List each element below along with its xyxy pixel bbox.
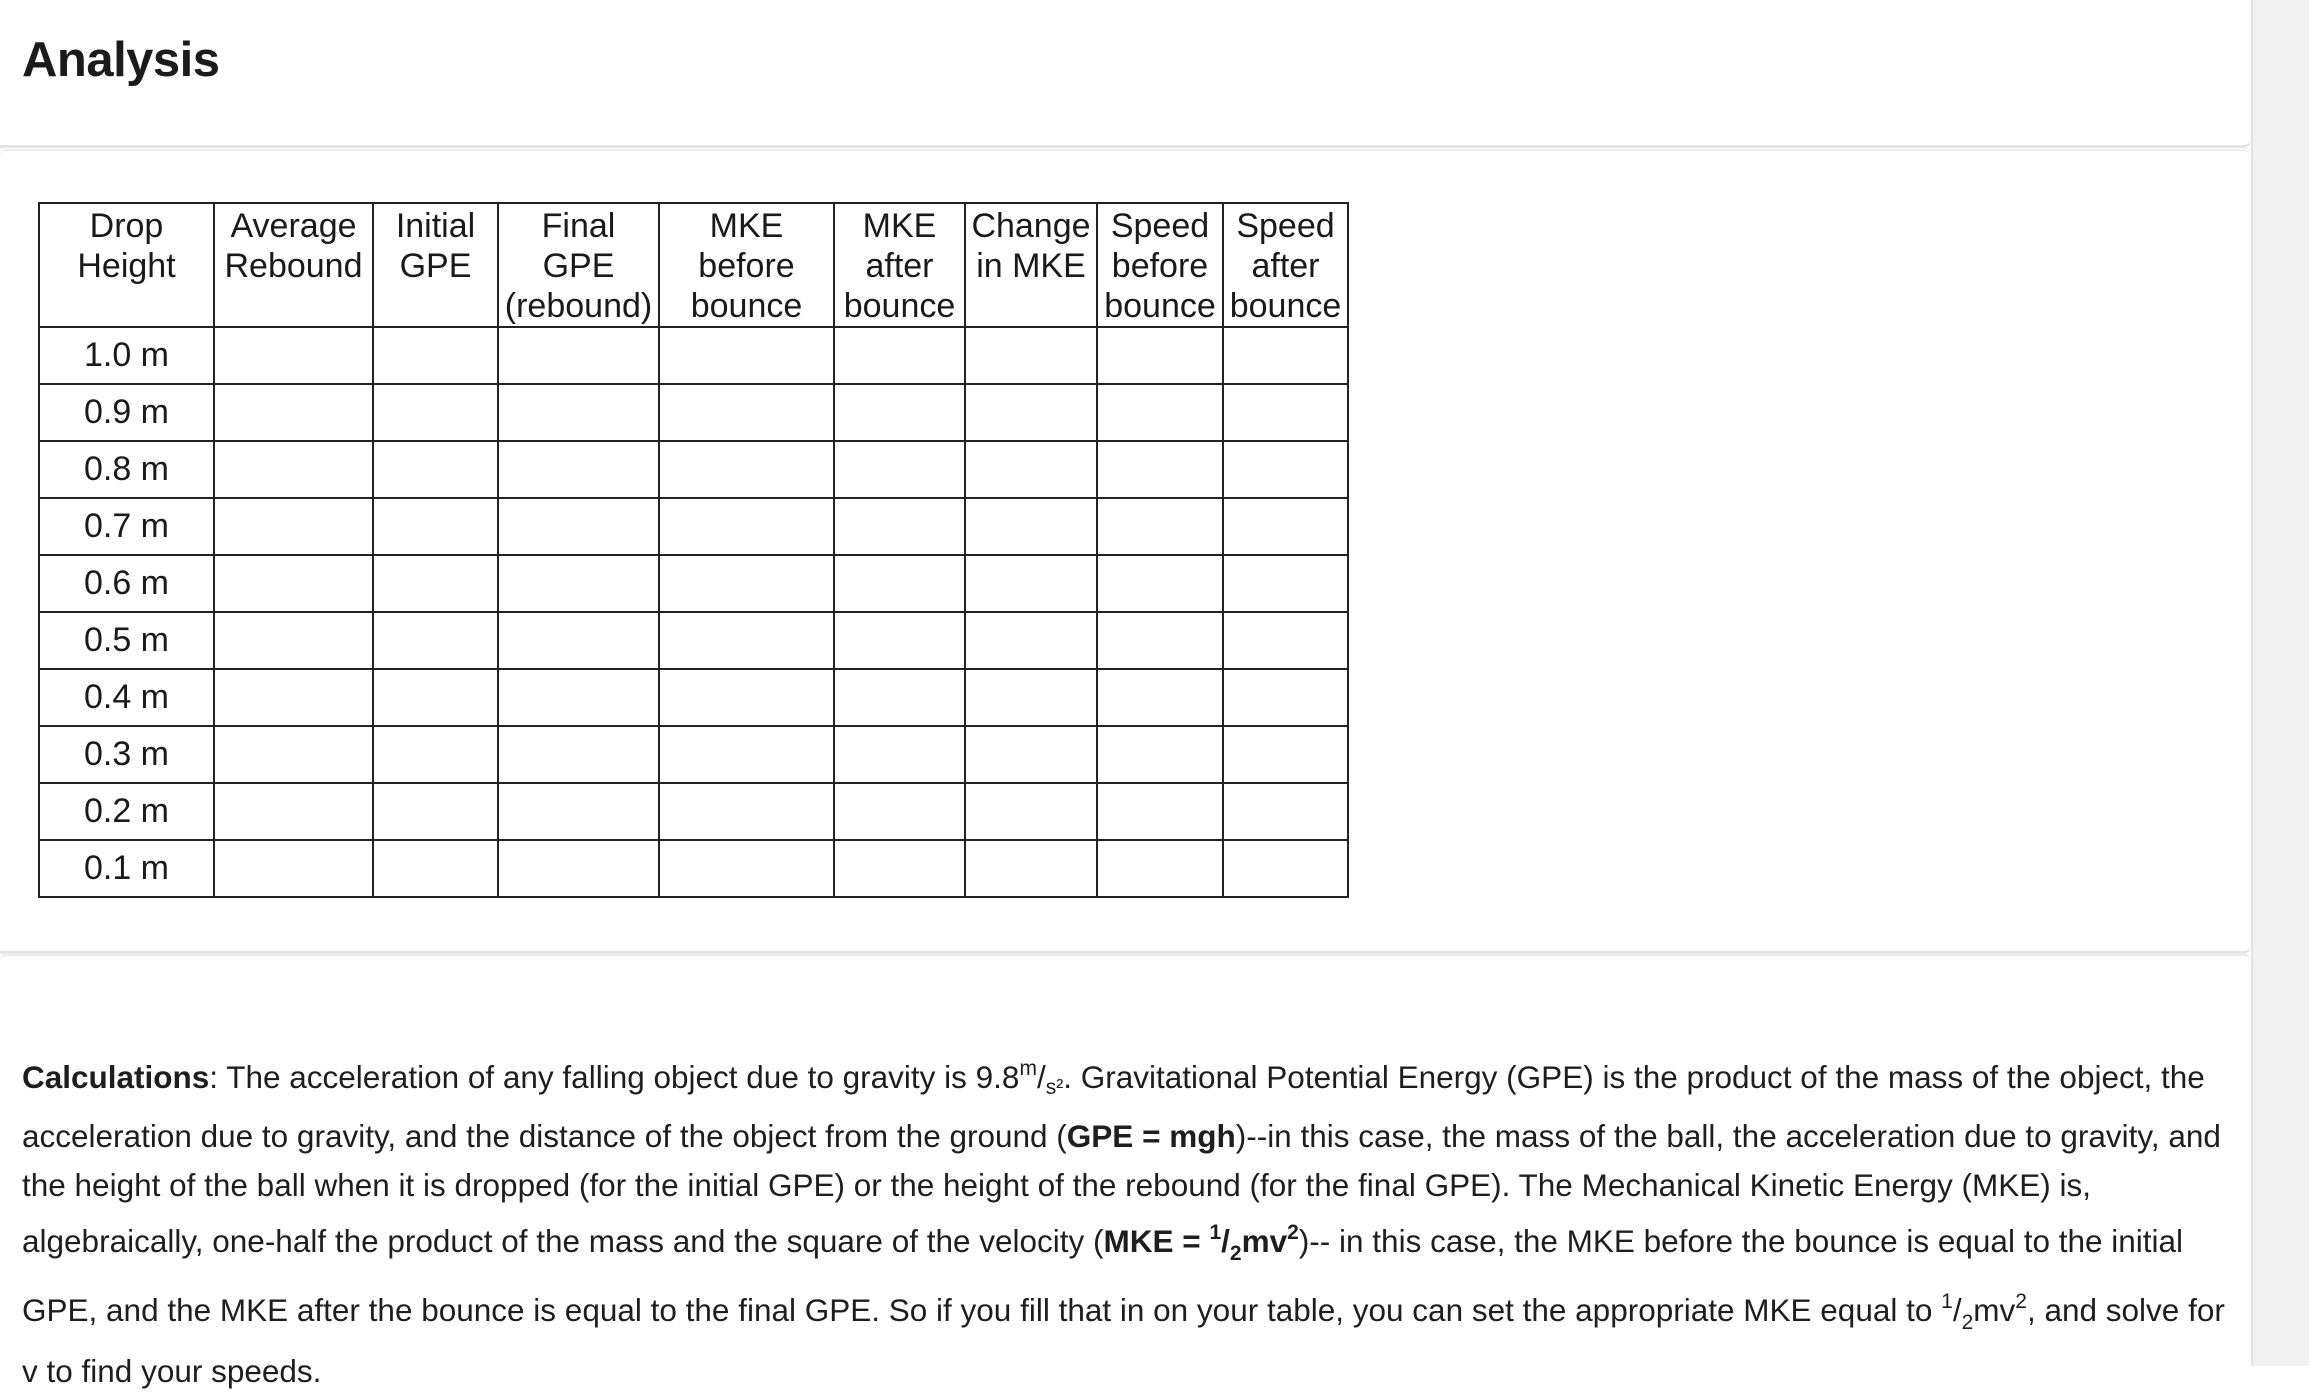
- empty-cell: [659, 669, 834, 726]
- empty-cell: [834, 441, 965, 498]
- text-segment: , and solve for v to find your speeds.: [22, 1292, 2225, 1390]
- empty-cell: [1223, 783, 1348, 840]
- empty-cell: [214, 441, 373, 498]
- text-segment: : The acceleration of any falling object due to gravity is 9.8: [209, 1059, 1020, 1095]
- empty-cell: [834, 612, 965, 669]
- mke-formula-rhs: mv: [1241, 1222, 1288, 1259]
- col-header-average-rebound: [214, 203, 373, 327]
- col-header-line: before: [1111, 247, 1209, 285]
- empty-cell: [659, 441, 834, 498]
- half-slash: /: [1952, 1292, 1962, 1329]
- col-header-line: before: [698, 247, 795, 285]
- col-header-change-mke: [965, 203, 1097, 327]
- drop-height-cell: 0.3 m: [39, 726, 214, 783]
- empty-cell: [965, 327, 1097, 384]
- empty-cell: [659, 726, 834, 783]
- empty-cell: [1097, 384, 1223, 441]
- col-header-line: Height: [77, 247, 176, 285]
- empty-cell: [659, 327, 834, 384]
- half-denominator: 2: [1961, 1311, 1974, 1335]
- empty-cell: [373, 384, 498, 441]
- col-header-line: Speed: [1236, 207, 1335, 245]
- empty-cell: [373, 612, 498, 669]
- drop-height-cell: 0.1 m: [39, 840, 214, 897]
- empty-cell: [834, 555, 965, 612]
- empty-cell: [1223, 498, 1348, 555]
- empty-cell: [834, 498, 965, 555]
- col-header-line: GPE: [542, 247, 615, 285]
- col-header-initial-gpe: [373, 203, 498, 327]
- col-header-line: GPE: [399, 247, 472, 285]
- drop-height-cell: 0.2 m: [39, 783, 214, 840]
- empty-cell: [1097, 726, 1223, 783]
- empty-cell: [498, 327, 659, 384]
- gpe-formula: GPE = mgh: [1066, 1118, 1236, 1155]
- empty-cell: [659, 783, 834, 840]
- empty-cell: [1097, 669, 1223, 726]
- empty-cell: [659, 555, 834, 612]
- drop-height-cell: 0.4 m: [39, 669, 214, 726]
- table-row: [39, 555, 1348, 612]
- calculations-label: Calculations: [22, 1059, 210, 1095]
- empty-cell: [498, 384, 659, 441]
- col-header-line: bounce: [1229, 287, 1342, 325]
- empty-cell: [373, 669, 498, 726]
- empty-cell: [373, 726, 498, 783]
- empty-cell: [214, 555, 373, 612]
- empty-cell: [498, 840, 659, 897]
- text-segment: )-- in this case, the MKE before the bounce is equal to the initial GPE, and the MKE after the bounce is equal to the final GPE. So if you fill that in on your table, you can set the appropriate MKE equal to: [22, 1222, 2184, 1329]
- col-header-speed-before: [1097, 203, 1223, 327]
- col-header-line: Drop: [89, 207, 164, 245]
- empty-cell: [1097, 441, 1223, 498]
- empty-cell: [214, 669, 373, 726]
- empty-cell: [965, 441, 1097, 498]
- empty-cell: [834, 384, 965, 441]
- empty-cell: [1223, 384, 1348, 441]
- table-row: [39, 498, 1348, 555]
- unit-numerator: m: [1019, 1057, 1037, 1080]
- drop-height-cell: 0.8 m: [39, 441, 214, 498]
- half-slash: /: [1221, 1222, 1230, 1259]
- empty-cell: [214, 783, 373, 840]
- empty-cell: [214, 612, 373, 669]
- table-row: [39, 840, 1348, 897]
- drop-height-cell: 0.7 m: [39, 498, 214, 555]
- col-header-line: Speed: [1110, 207, 1210, 245]
- empty-cell: [1223, 441, 1348, 498]
- empty-cell: [659, 384, 834, 441]
- drop-height-cell: 1.0 m: [39, 327, 214, 384]
- col-header-line: MKE: [862, 207, 937, 245]
- empty-cell: [834, 783, 965, 840]
- empty-cell: [373, 840, 498, 897]
- empty-cell: [965, 783, 1097, 840]
- empty-cell: [214, 327, 373, 384]
- empty-cell: [965, 726, 1097, 783]
- empty-cell: [214, 840, 373, 897]
- mke-formula-lhs: MKE =: [1103, 1222, 1210, 1259]
- col-header-drop-height: [39, 203, 214, 327]
- table-row: [39, 384, 1348, 441]
- empty-cell: [1097, 783, 1223, 840]
- empty-cell: [373, 327, 498, 384]
- empty-cell: [965, 555, 1097, 612]
- col-header-speed-after: [1223, 203, 1348, 327]
- mke-formula: [1103, 1220, 1299, 1265]
- empty-cell: [498, 555, 659, 612]
- page-title: Analysis: [22, 33, 220, 87]
- half-numerator: 1: [1941, 1290, 1953, 1314]
- col-header-line: after: [865, 247, 934, 285]
- col-header-line: Rebound: [224, 247, 363, 285]
- col-header-line: (rebound): [504, 287, 653, 325]
- right-gutter: [2251, 0, 2309, 1366]
- table-row: [39, 783, 1348, 840]
- table-row: [39, 612, 1348, 669]
- col-header-line: MKE: [709, 207, 784, 245]
- empty-cell: [834, 669, 965, 726]
- empty-cell: [498, 726, 659, 783]
- empty-cell: [1223, 555, 1348, 612]
- empty-cell: [965, 498, 1097, 555]
- empty-cell: [834, 726, 965, 783]
- table-panel: [0, 149, 2251, 954]
- col-header-line: after: [1251, 247, 1320, 285]
- empty-cell: [659, 498, 834, 555]
- empty-cell: [373, 555, 498, 612]
- empty-cell: [498, 612, 659, 669]
- empty-cell: [498, 783, 659, 840]
- empty-cell: [965, 669, 1097, 726]
- exponent: 2: [2015, 1290, 2027, 1314]
- col-header-mke-before: [659, 203, 834, 327]
- drop-height-cell: 0.9 m: [39, 384, 214, 441]
- text-segment: . Gravitational Potential Energy (GPE) is the product of the mass of the object, the acceleration due to gravity, and the distance of the object from the ground (: [22, 1059, 2205, 1155]
- col-header-line: in MKE: [976, 247, 1086, 285]
- unit-slash: /: [1036, 1059, 1046, 1095]
- col-header-final-gpe: [498, 203, 659, 327]
- half-numerator: 1: [1209, 1220, 1222, 1244]
- empty-cell: [659, 840, 834, 897]
- calculations-panel: [0, 953, 2251, 1390]
- table-header-row: [39, 203, 1348, 327]
- col-header-line: Change: [971, 207, 1091, 245]
- analysis-header-panel: [0, 0, 2251, 148]
- empty-cell: [965, 612, 1097, 669]
- empty-cell: [373, 783, 498, 840]
- empty-cell: [1223, 327, 1348, 384]
- empty-cell: [1097, 498, 1223, 555]
- exponent: 2: [1287, 1220, 1299, 1244]
- col-header-line: Final: [541, 207, 616, 245]
- empty-cell: [214, 384, 373, 441]
- empty-cell: [1097, 327, 1223, 384]
- empty-cell: [834, 840, 965, 897]
- empty-cell: [965, 384, 1097, 441]
- table-row: [39, 669, 1348, 726]
- table-row: [39, 726, 1348, 783]
- table-row: [39, 327, 1348, 384]
- calculations-paragraph: [22, 1045, 2232, 1396]
- empty-cell: [1223, 840, 1348, 897]
- drop-height-cell: 0.6 m: [39, 555, 214, 612]
- empty-cell: [659, 612, 834, 669]
- mv-text: mv: [1973, 1292, 2016, 1329]
- empty-cell: [498, 498, 659, 555]
- empty-cell: [1097, 612, 1223, 669]
- empty-cell: [498, 441, 659, 498]
- col-header-line: Initial: [395, 207, 476, 245]
- drop-height-cell: 0.5 m: [39, 612, 214, 669]
- col-header-line: Average: [230, 207, 357, 245]
- col-header-line: bounce: [1104, 287, 1216, 325]
- empty-cell: [1223, 669, 1348, 726]
- empty-cell: [498, 669, 659, 726]
- empty-cell: [834, 327, 965, 384]
- empty-cell: [1223, 726, 1348, 783]
- analysis-table: [38, 202, 1349, 898]
- empty-cell: [373, 441, 498, 498]
- empty-cell: [214, 726, 373, 783]
- empty-cell: [965, 840, 1097, 897]
- text-segment: )--in this case, the mass of the ball, the acceleration due to gravity, and the height of the ball when it is dropped (for the initial GPE) or the height of the rebound (for the final GPE). The Mechanical Kinetic Energy (MKE) is, algebraically, one-half the product of the mass and the square of the velocity (: [22, 1118, 2221, 1259]
- col-header-line: bounce: [690, 287, 803, 325]
- empty-cell: [1097, 555, 1223, 612]
- half-denominator: 2: [1229, 1241, 1242, 1265]
- empty-cell: [1097, 840, 1223, 897]
- empty-cell: [1223, 612, 1348, 669]
- col-header-line: bounce: [843, 287, 956, 325]
- empty-cell: [373, 498, 498, 555]
- unit-denominator: s²: [1045, 1076, 1064, 1099]
- col-header-mke-after: [834, 203, 965, 327]
- table-row: [39, 441, 1348, 498]
- empty-cell: [214, 498, 373, 555]
